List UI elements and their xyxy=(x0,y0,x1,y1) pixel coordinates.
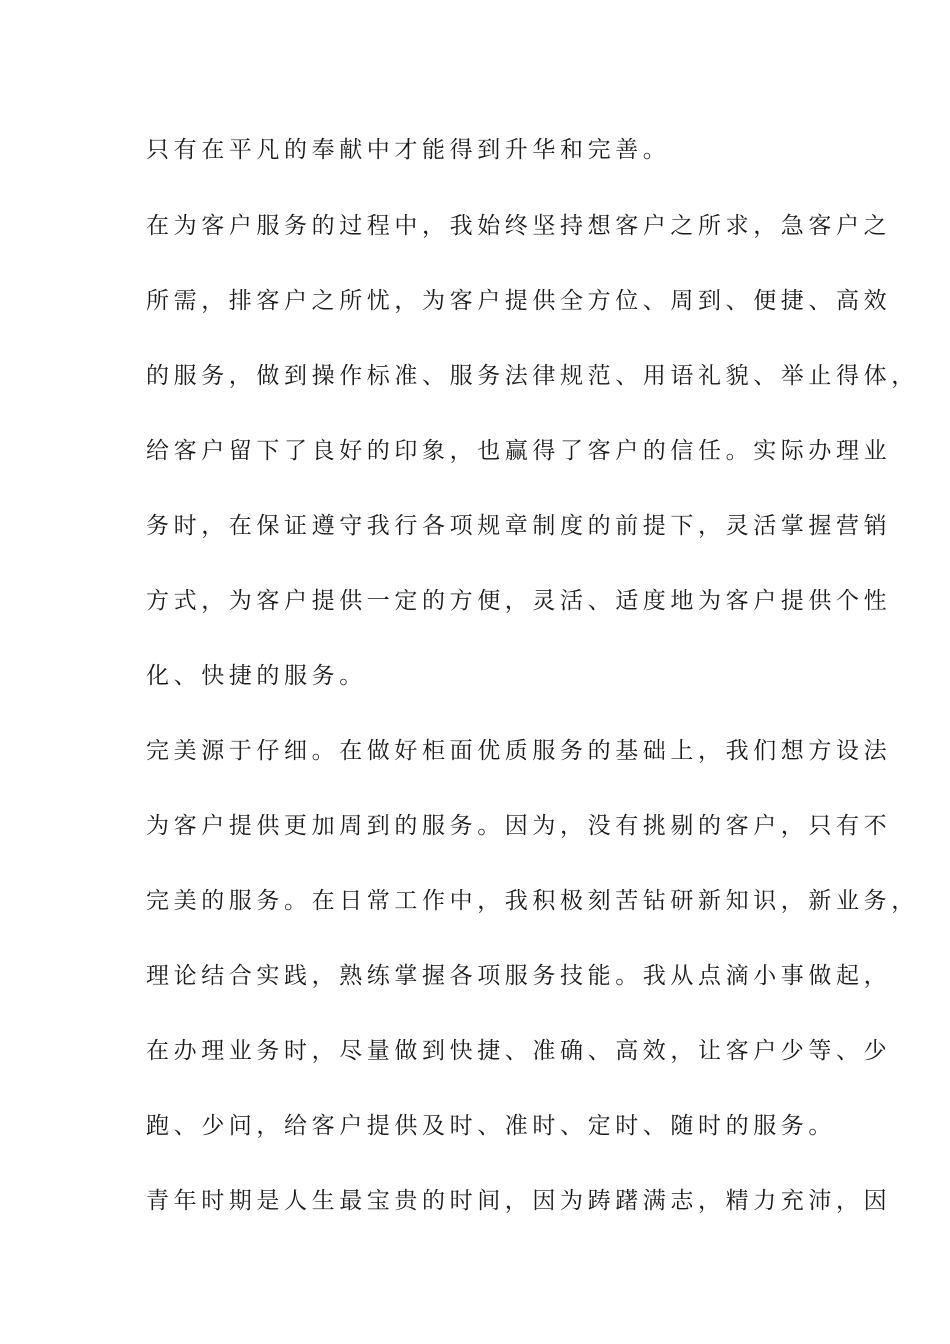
text-line: 完美源于仔细。在做好柜面优质服务的基础上，我们想方设法 xyxy=(146,738,892,764)
text-line: 的服务，做到操作标准、服务法律规范、用语礼貌、举止得体， xyxy=(146,363,919,389)
text-line: 青年时期是人生最宝贵的时间，因为踌躇满志，精力充沛，因 xyxy=(146,1188,892,1214)
text-line: 只有在平凡的奉献中才能得到升华和完善。 xyxy=(146,137,671,163)
text-line: 理论结合实践，熟练掌握各项服务技能。我从点滴小事做起， xyxy=(146,963,892,989)
text-line: 所需，排客户之所忧，为客户提供全方位、周到、便捷、高效 xyxy=(146,288,892,314)
text-line: 在办理业务时，尽量做到快捷、准确、高效，让客户少等、少 xyxy=(146,1038,892,1064)
text-line: 完美的服务。在日常工作中，我积极刻苦钻研新知识，新业务， xyxy=(146,888,919,914)
text-line: 在为客户服务的过程中，我始终坚持想客户之所求，急客户之 xyxy=(146,213,892,239)
text-line: 方式，为客户提供一定的方便，灵活、适度地为客户提供个性 xyxy=(146,588,892,614)
text-line: 给客户留下了良好的印象，也赢得了客户的信任。实际办理业 xyxy=(146,438,892,464)
text-line: 为客户提供更加周到的服务。因为，没有挑剔的客户，只有不 xyxy=(146,813,892,839)
text-line: 跑、少问，给客户提供及时、准时、定时、随时的服务。 xyxy=(146,1113,836,1139)
text-line: 化、快捷的服务。 xyxy=(146,663,367,689)
text-line: 务时，在保证遵守我行各项规章制度的前提下，灵活掌握营销 xyxy=(146,513,892,539)
